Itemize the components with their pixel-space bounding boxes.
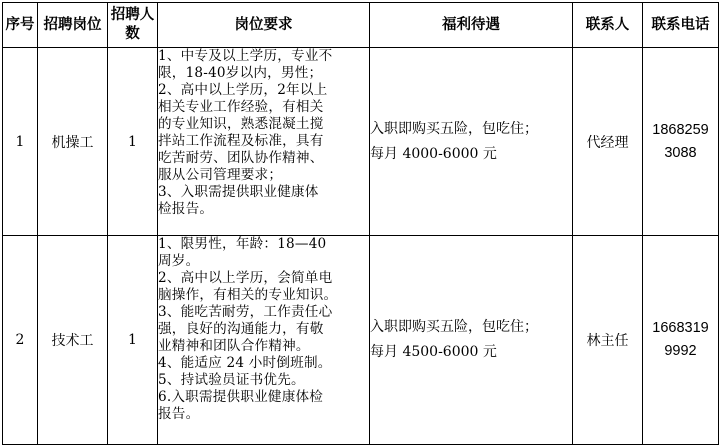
requirement-line: 拌站工作流程及标准，具有 [158,133,324,149]
cell-requirements [158,236,370,445]
requirement-line: 6.入职需提供职业健康体检 [158,389,324,405]
header-row [3,3,719,48]
requirement-line: 强，良好的沟通能力，有敬 [158,321,324,337]
requirement-line: 3、能吃苦耐劳，工作责任心 [158,304,333,320]
requirement-line: 的专业知识，熟悉混凝土搅 [158,116,324,132]
cell-headcount: 1 [108,236,158,445]
requirement-line: 脑操作，有相关的专业知识。 [158,287,338,303]
requirement-line: 1、限男性，年龄：18—40 [158,236,327,252]
requirement-line: 报告。 [158,406,200,422]
requirement-line: 检报告。 [158,201,214,217]
cell-contact: 代经理 [573,48,643,236]
header-requirements: 岗位要求 [158,3,370,48]
requirement-line: 限，18-40岁以内，男性； [158,65,323,81]
requirement-line: 吃苦耐劳、团队协作精神、 [158,150,324,166]
cell-phone [643,236,719,445]
cell-requirements [158,48,370,236]
requirement-line: 相关专业工作经验，有相关 [158,99,324,115]
header-contact: 联系人 [573,3,643,48]
cell-position: 机操工 [38,48,108,236]
cell-position: 技术工 [38,236,108,445]
requirement-line: 2、高中以上学历，2年以上 [158,82,328,98]
cell-contact: 林主任 [573,236,643,445]
table-row [3,236,719,445]
table-row [3,48,719,236]
phone-line: 3088 [664,144,697,161]
requirement-line: 服从公司管理要求； [158,167,283,183]
requirement-line: 2、高中以上学历，会简单电 [158,270,333,286]
header-seq: 序号 [3,3,38,48]
requirement-line: 周岁。 [158,253,200,269]
phone-line: 1668319 [652,320,709,336]
cell-benefits [370,236,573,445]
requirement-line: 1、中专及以上学历，专业不 [158,48,333,64]
cell-seq: 2 [3,236,38,445]
requirement-line: 3、入职需提供职业健康体 [158,184,319,200]
benefit-line: 入职即购买五险，包吃住； [370,120,538,137]
cell-seq: 1 [3,48,38,236]
header-headcount: 招聘人数 [108,3,158,48]
requirement-line: 4、能适应 24 小时倒班制。 [158,355,332,371]
phone-line: 1868259 [652,121,709,138]
header-position: 招聘岗位 [38,3,108,48]
recruitment-table [2,2,719,445]
phone-line: 9992 [664,343,697,359]
benefit-line: 每月 4500-6000 元 [370,344,497,360]
benefit-line: 入职即购买五险，包吃住； [370,319,538,335]
header-benefits: 福利待遇 [370,3,573,48]
cell-benefits [370,48,573,236]
requirement-line: 5、持试验员证书优先。 [158,372,305,388]
requirement-line: 业精神和团队合作精神。 [158,338,310,354]
cell-headcount: 1 [108,48,158,236]
benefit-line: 每月 4000-6000 元 [370,145,497,162]
header-phone: 联系电话 [643,3,719,48]
cell-phone [643,48,719,236]
